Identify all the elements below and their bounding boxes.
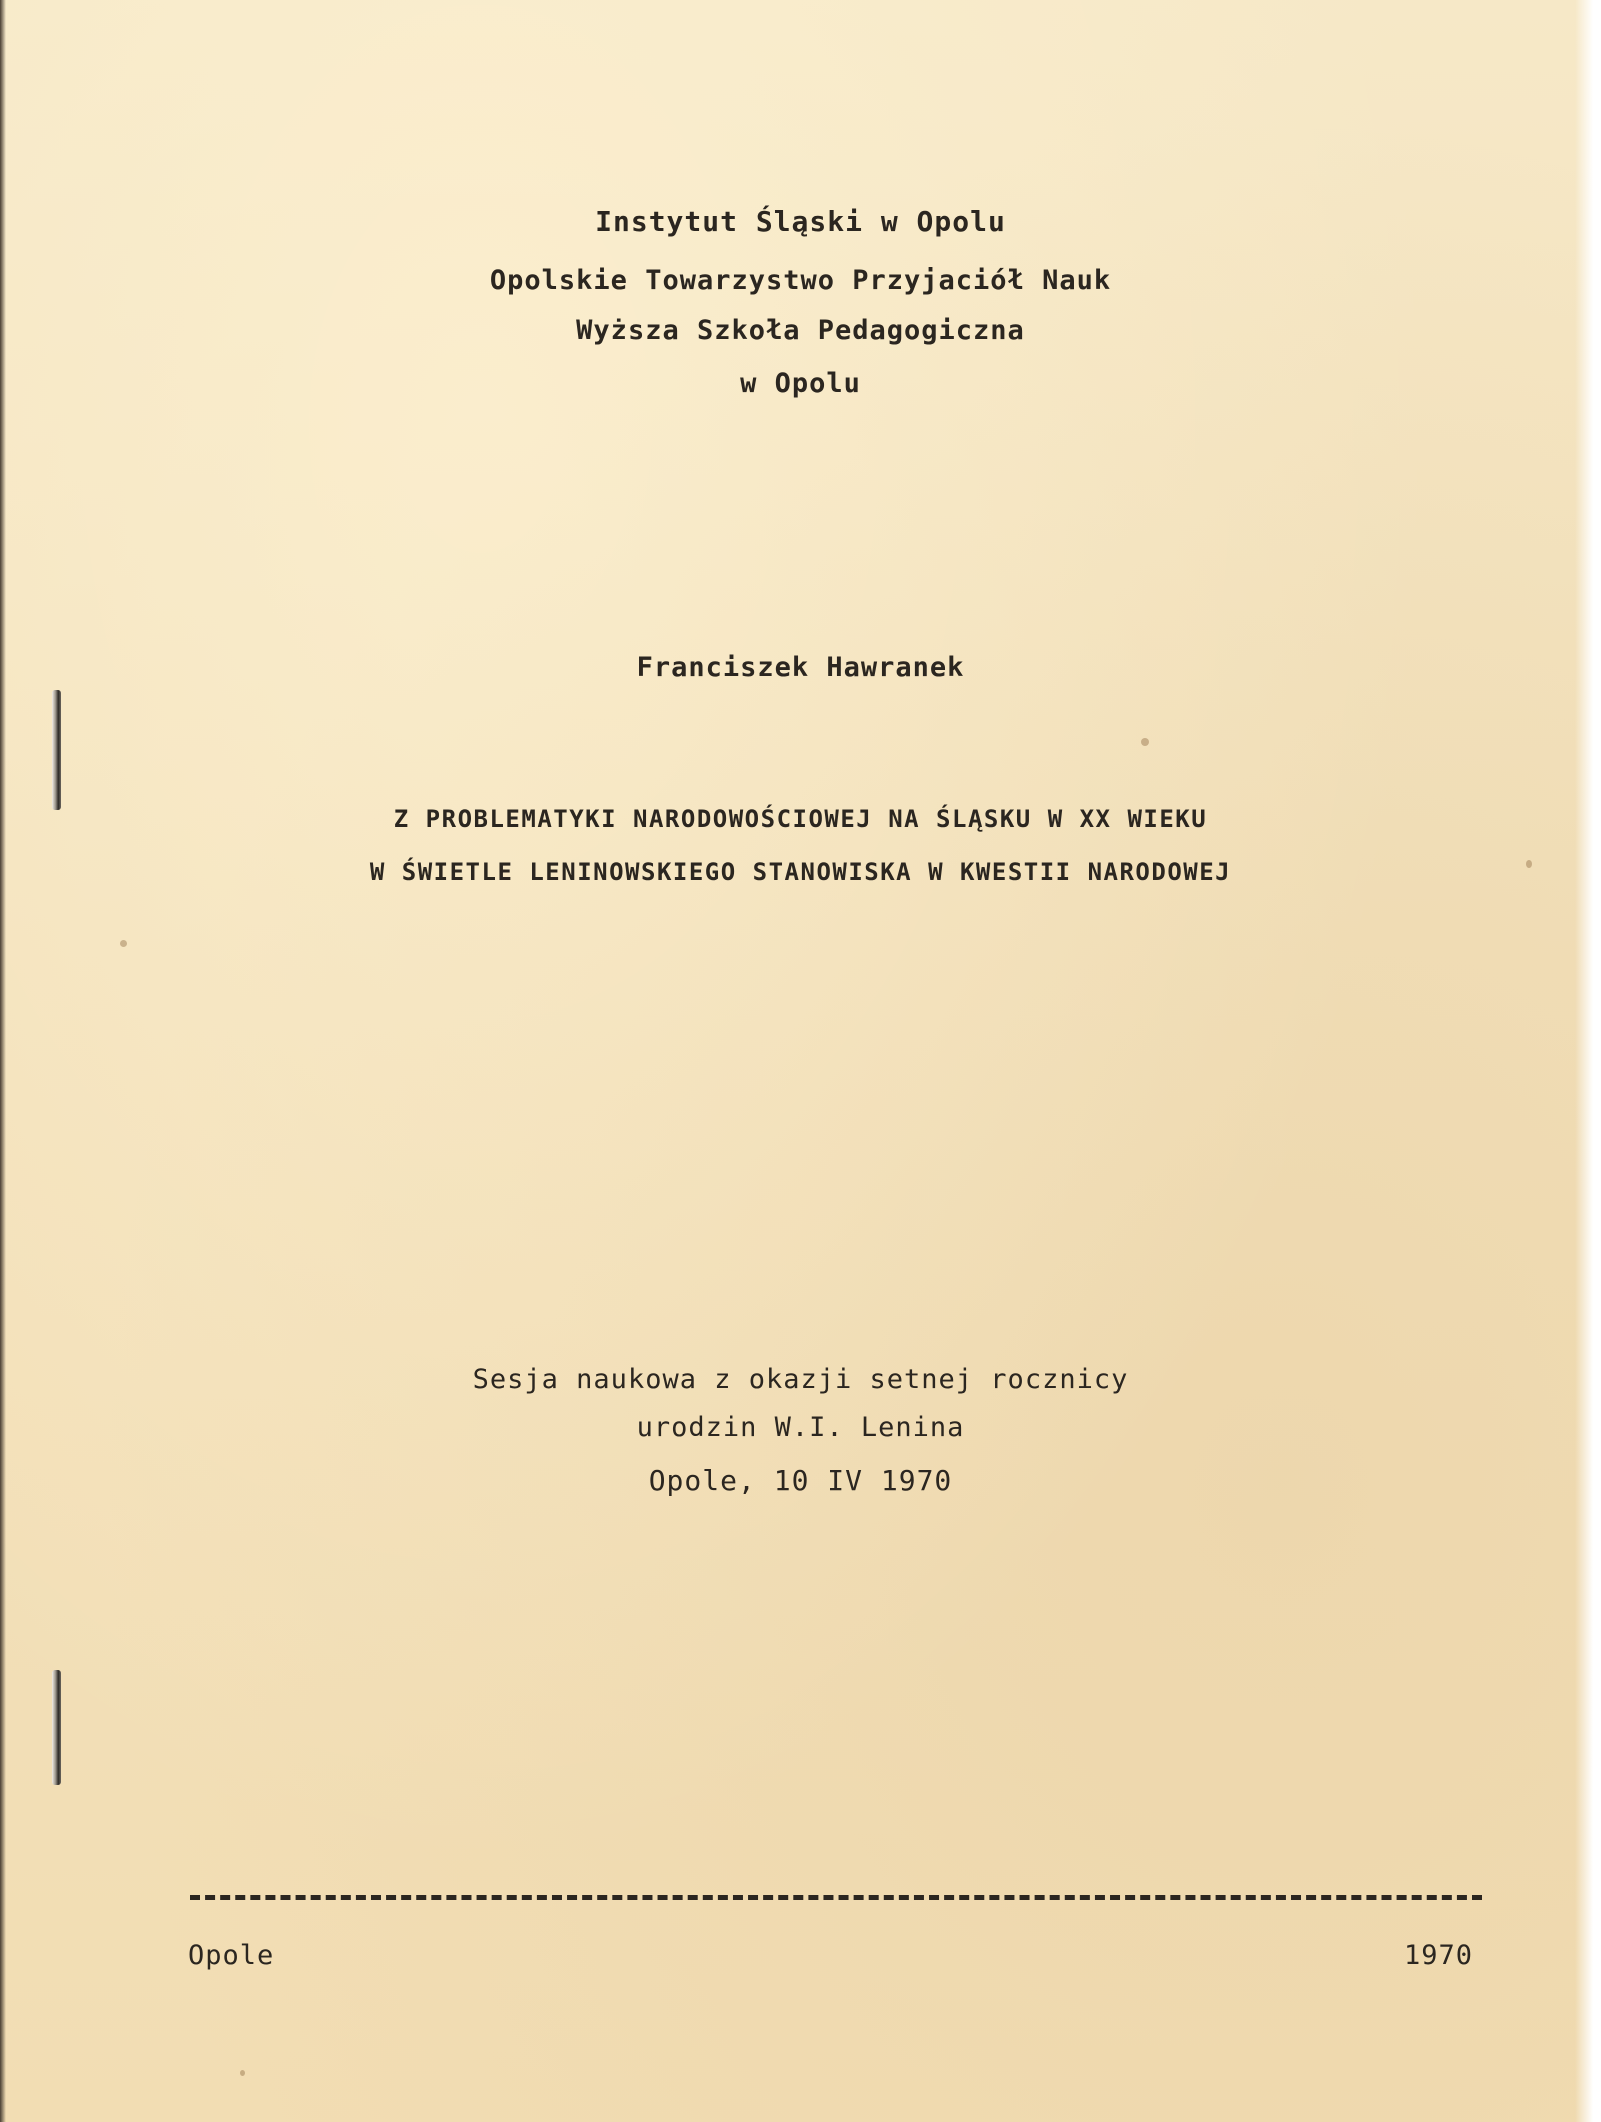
author-name: Franciszek Hawranek bbox=[636, 652, 965, 683]
institution-line-3: Wyższa Szkoła Pedagogiczna bbox=[576, 315, 1025, 346]
title-line-2: W ŚWIETLE LENINOWSKIEGO STANOWISKA W KWESTII NARODOWEJ bbox=[369, 858, 1232, 886]
dashed-divider bbox=[190, 1895, 1482, 1900]
footer-year: 1970 bbox=[1404, 1940, 1474, 1971]
footer-place: Opole bbox=[188, 1940, 275, 1971]
paper-speck bbox=[120, 940, 127, 947]
paper-speck bbox=[240, 2070, 245, 2076]
session-line-3: Opole, 10 IV 1970 bbox=[648, 1464, 953, 1497]
institution-line-1: Instytut Śląski w Opolu bbox=[595, 205, 1006, 238]
institution-line-4: w Opolu bbox=[740, 368, 861, 399]
staple-top bbox=[52, 690, 61, 810]
session-line-1: Sesja naukowa z okazji setnej rocznicy bbox=[472, 1364, 1129, 1395]
staple-bottom bbox=[52, 1670, 61, 1785]
session-line-2: urodzin W.I. Lenina bbox=[636, 1412, 965, 1443]
paper-speck bbox=[1141, 738, 1149, 746]
institution-line-2: Opolskie Towarzystwo Przyjaciół Nauk bbox=[489, 265, 1112, 296]
title-line-1: Z PROBLEMATYKI NARODOWOŚCIOWEJ NA ŚLĄSKU W XX WIEKU bbox=[393, 805, 1208, 833]
